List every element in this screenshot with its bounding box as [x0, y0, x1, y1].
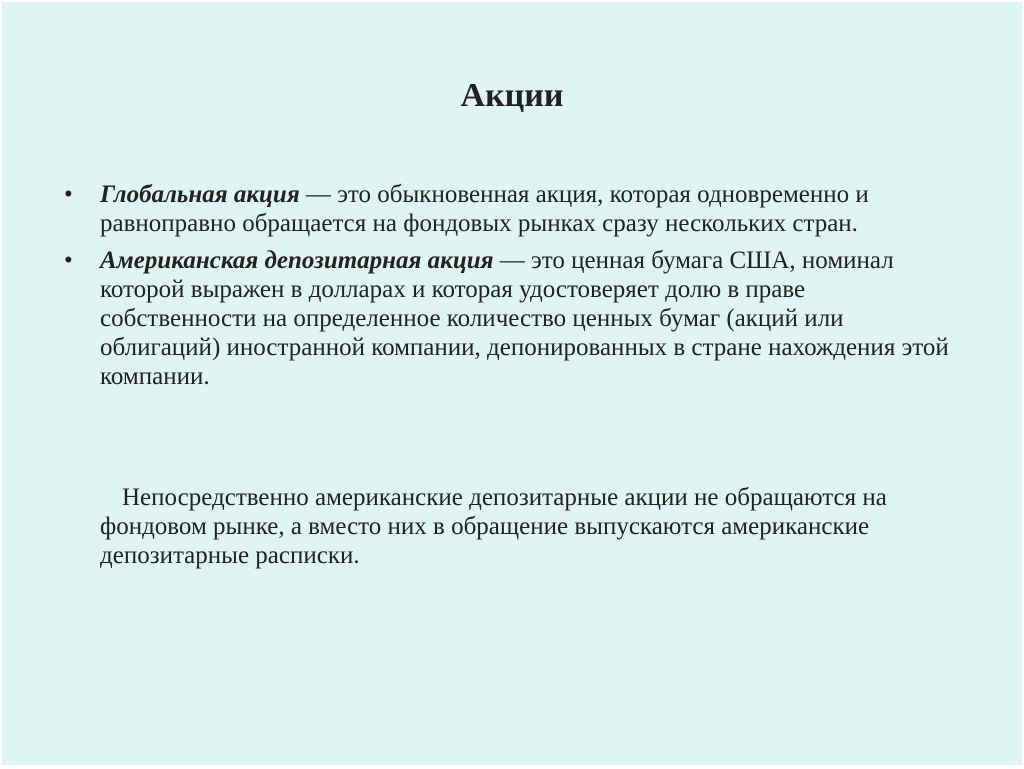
bullet-item-adr [64, 246, 964, 391]
bullet-icon: • [64, 181, 73, 208]
bullet-text: — это ценная бумага США, номинал которой выражен в долларах и которая удостоверяет долю в праве собственности на определенное количество ценных бумаг (акций или облигаций) иностранной компании, депонированных в стране нахождения этой компании. [100, 247, 949, 390]
bullet-term: Американская депозитарная акция [100, 247, 494, 274]
slide [2, 2, 1022, 765]
bullet-term: Глобальная акция [100, 181, 300, 208]
bullet-item-global-share [64, 180, 964, 238]
bullet-list [64, 180, 964, 399]
bullet-text: — это обыкновенная акция, которая одновременно и равноправно обращается на фондовых рынках сразу нескольких стран. [100, 181, 869, 237]
note-paragraph: Непосредственно американские депозитарные акции не обращаются на фондовом рынке, а вместо них в обращение выпускаются американские депозитарные расписки. [100, 484, 887, 569]
bullet-icon: • [64, 247, 73, 274]
slide-title: Акции [460, 77, 564, 114]
